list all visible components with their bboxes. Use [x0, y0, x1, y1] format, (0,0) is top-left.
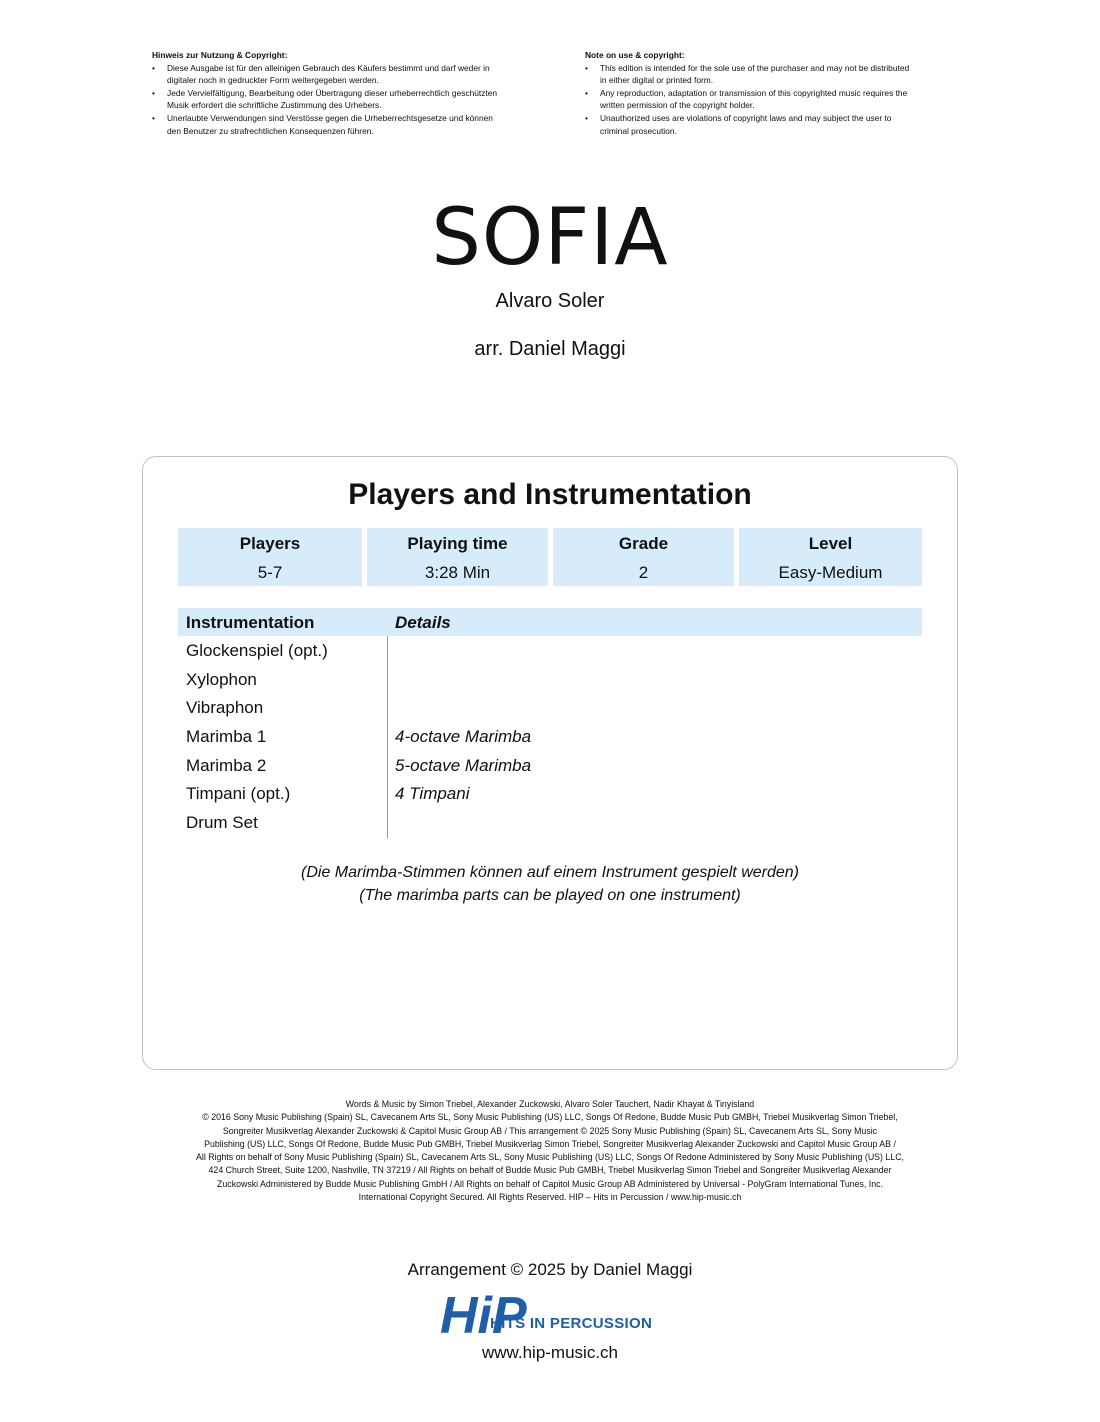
hip-logo-mark [440, 1287, 527, 1341]
instrumentation-header: Instrumentation [186, 613, 315, 632]
stat-grade [553, 528, 734, 586]
song-title: SOFIA [431, 193, 669, 283]
notice-german-heading: Hinweis zur Nutzung & Copyright: [152, 50, 288, 60]
instrument-row [178, 779, 922, 808]
instrument-details: 4-octave Marimba [395, 727, 532, 747]
marimba-note-english: (The marimba parts can be played on one instrument) [359, 887, 741, 904]
instrument-row [178, 722, 922, 751]
instrument-row [178, 808, 922, 837]
notice-english-heading: Note on use & copyright: [585, 50, 685, 60]
stat-value: 3:28 Min [424, 563, 491, 582]
website-url: www.hip-music.ch [481, 1343, 619, 1362]
instrument-name: Timpani (opt.) [186, 784, 291, 804]
arranger-name: arr. Daniel Maggi [474, 338, 626, 360]
instrumentation-table [178, 608, 922, 837]
marimba-note-german: (Die Marimba-Stimmen können auf einem Instrument gespielt werden) [301, 864, 799, 881]
instrument-name: Marimba 2 [186, 755, 267, 775]
stat-value: 2 [638, 563, 649, 582]
instrument-row [178, 665, 922, 694]
stat-level [739, 528, 922, 586]
copyright-legal-text [150, 1098, 950, 1204]
instrument-name: Marimba 1 [186, 727, 267, 747]
instrument-name: Drum Set [186, 813, 258, 833]
notice-english-item: • This edition is intended for the sole use of the purchaser and may not be distributed in either digital or printed form. [585, 62, 915, 87]
stat-label: Grade [618, 534, 669, 553]
legal-line: Words & Music by Simon Triebel, Alexander Zuckowski, Alvaro Soler Tauchert, Nadir Khayat & Tinyisland [345, 1099, 755, 1109]
stat-players [178, 528, 362, 586]
notice-german [152, 49, 502, 137]
stat-label: Players [239, 534, 301, 553]
instrument-details: 4 Timpani [395, 784, 470, 804]
legal-line: 424 Church Street, Suite 1200, Nashville, TN 37219 / All Rights on behalf of Budde Music Pub GMBH, Triebel Musikverlag Simon Triebel and Songreiter Musikverlag Alexander [208, 1165, 892, 1176]
instrument-name: Glockenspiel (opt.) [186, 641, 328, 660]
instrument-name: Vibraphon [186, 698, 264, 718]
instrument-row [178, 693, 922, 722]
stat-label: Level [808, 534, 853, 553]
instrument-row [178, 751, 922, 780]
notice-english [585, 49, 915, 137]
marimba-note [143, 861, 957, 907]
stat-value: Easy-Medium [778, 563, 883, 582]
stat-playing-time [367, 528, 548, 586]
logo-text: HITS IN PERCUSSION [490, 1315, 653, 1332]
legal-line: All Rights on behalf of Sony Music Publishing (Spain) SL, Cavecanem Arts SL, Sony Music Publishing (US) LLC, Songs Of Redone Administered by Sony Music Publishing (US) LLC, [196, 1152, 904, 1163]
legal-line: Zuckowski Administered by Budde Music Publishing GmbH / All Rights on behalf of Capitol Music Group AB Administered by Universal - PolyGram International Tunes, Inc. [217, 1178, 883, 1189]
legal-line: © 2016 Sony Music Publishing (Spain) SL, Cavecanem Arts SL, Sony Music Publishing (US) LLC, Songs Of Redone, Budde Music Pub GMBH, Triebel Musikverlag Simon Triebel, [202, 1112, 898, 1123]
logo-mark: HiP [440, 1287, 527, 1341]
notice-english-list [585, 62, 915, 138]
stat-label: Playing time [407, 534, 508, 553]
legal-line: Songreiter Musikverlag Alexander Zuckowski & Capitol Music Group AB / This arrangement © 2025 Sony Music Publishing (Spain) SL, Cavecanem Arts SL, Sony Music [222, 1125, 878, 1136]
instrument-name: Xylophon [186, 669, 257, 689]
composer-name: Alvaro Soler [495, 290, 605, 312]
panel-title: Players and Instrumentation [348, 478, 752, 511]
notice-german-list [152, 62, 502, 138]
instrumentation-panel [142, 456, 958, 1070]
arrangement-copyright: Arrangement © 2025 by Daniel Maggi [407, 1260, 693, 1279]
notice-english-item: • Any reproduction, adaptation or transmission of this copyrighted music requires the written permission of the copyright holder. [585, 87, 915, 112]
stat-value: 5-7 [257, 563, 283, 582]
legal-line: Publishing (US) LLC, Songs Of Redone, Budde Music Pub GMBH, Triebel Musikverlag Simon Triebel, Songreiter Musikverlag Alexander Zuckowski and Capitol Music Group AB / [204, 1138, 896, 1149]
details-header: Details [395, 613, 451, 632]
legal-line: International Copyright Secured. All Rights Reserved. HIP – Hits in Percussion / www.hip-music.ch [358, 1192, 742, 1203]
instrument-row [178, 636, 922, 665]
instrument-details: 5-octave Marimba [395, 755, 532, 775]
notice-english-item: • Unauthorized uses are violations of copyright laws and may subject the user to criminal prosecution. [585, 112, 915, 137]
hip-logo [438, 1283, 666, 1341]
instrumentation-header-row [178, 608, 922, 636]
stats-row [178, 528, 922, 586]
notice-german-item: • Jede Vervielfältigung, Bearbeitung oder Übertragung dieser urheberrechtlich geschützten Musik erfordert die schriftliche Zustimmung des Urhebers. [152, 87, 502, 112]
notice-german-item: • Unerlaubte Verwendungen sind Verstösse gegen die Urheberrechtsgesetze und können den Benutzer zu strafrechtlichen Konsequenzen führen. [152, 112, 502, 137]
notice-german-item: • Diese Ausgabe ist für den alleinigen Gebrauch des Käufers bestimmt und darf weder in digitaler noch in gedruckter Form weitergegeben werden. [152, 62, 502, 87]
